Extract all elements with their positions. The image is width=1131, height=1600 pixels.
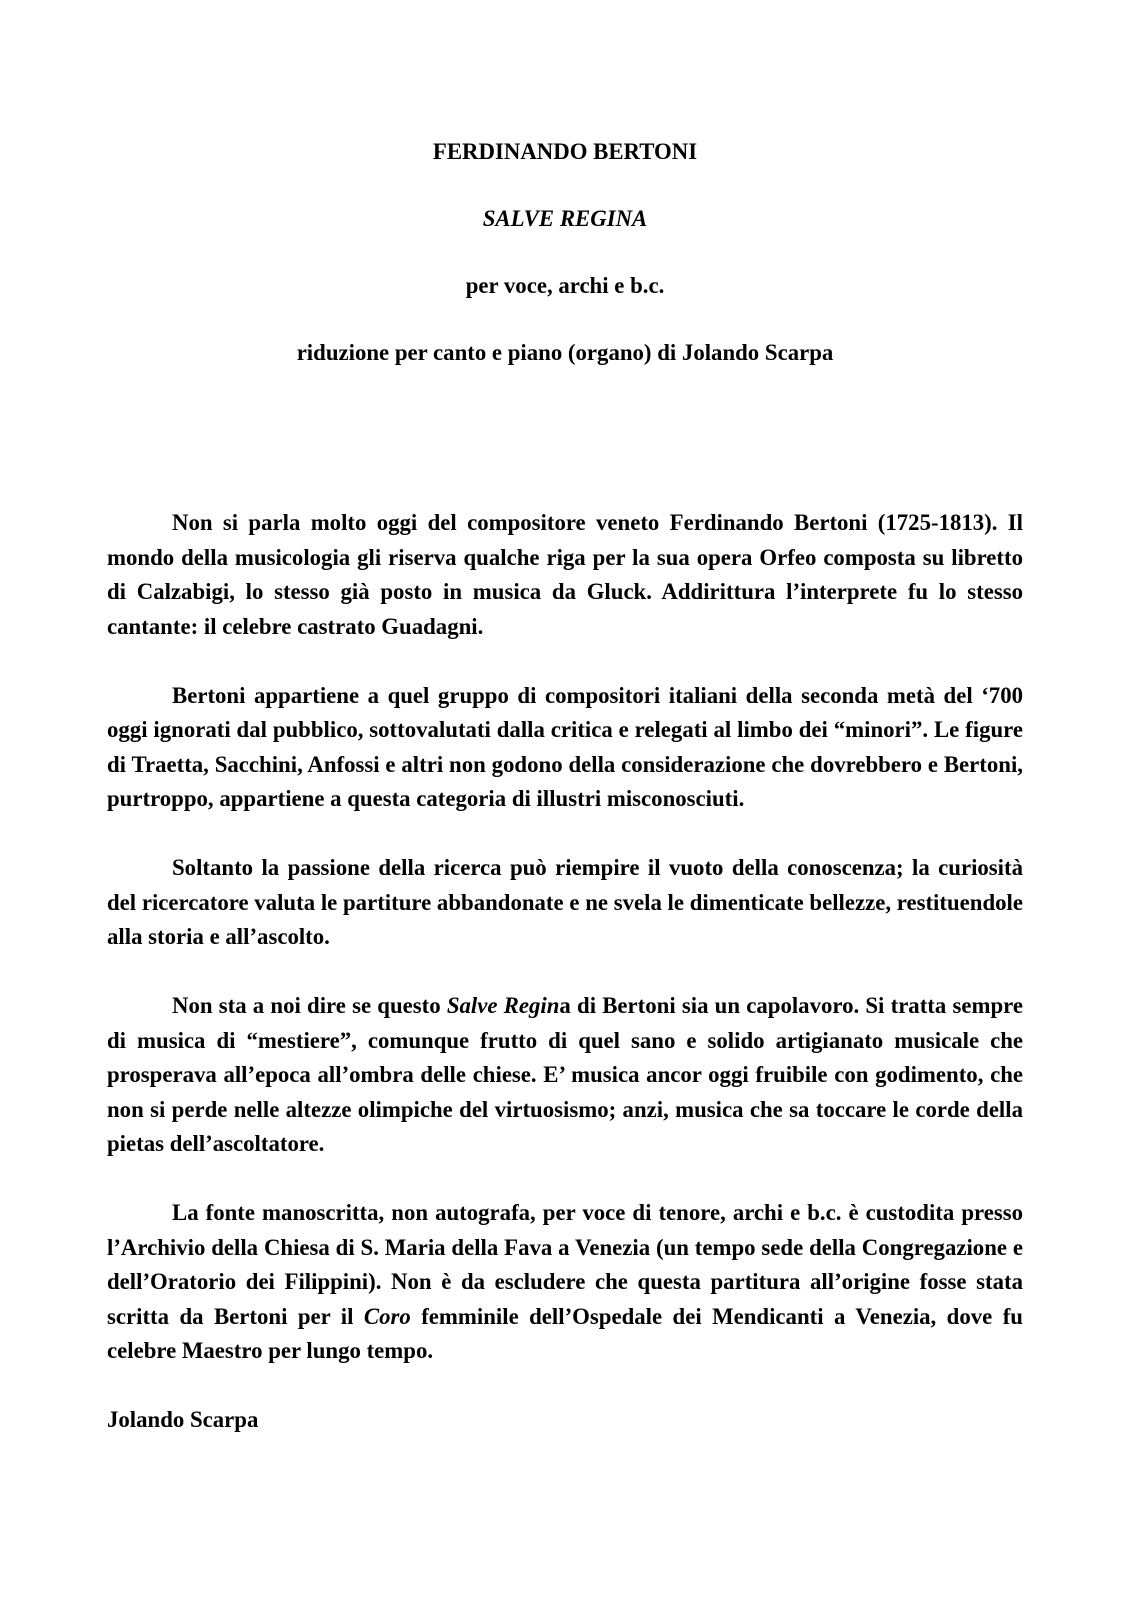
text-segment: Salve Regin bbox=[446, 993, 560, 1018]
paragraph-3 bbox=[107, 851, 1023, 955]
text-segment: a di Bertoni sia un capolavoro. Si tratta sempre di musica di “mestiere”, comunque frutto di quel sano e solido artigianato musicale che prosperava all’epoca all’ombra delle chiese. E’ musica ancor oggi fruibile con godimento, che non si perde nelle altezze olimpiche del virtuosismo; anzi, musica che sa toccare le corde della pietas dell’ascoltatore. bbox=[107, 993, 1023, 1156]
text-segment: Bertoni appartiene a quel gruppo di compositori italiani della seconda metà del ‘700 oggi ignorati dal pubblico, sottovalutati dalla critica e relegati al limbo dei “minori”. Le figure di Traetta, Sacchini, Anfossi e altri non godono della considerazione che dovrebbero e Bertoni, purtroppo, appartiene a questa categoria di illustri misconosciuti. bbox=[107, 682, 1023, 811]
paragraph-1 bbox=[107, 506, 1023, 644]
work-title: SALVE REGINA bbox=[482, 206, 648, 231]
paragraph-2 bbox=[107, 679, 1023, 817]
preface-text bbox=[107, 506, 1023, 1369]
text-segment: Coro bbox=[363, 1303, 411, 1329]
scoring-line: per voce, archi e b.c. bbox=[465, 273, 665, 298]
text-segment: femminile dell’Ospedale dei Mendicanti a Venezia, dove fu celebre Maestro per lungo tempo. bbox=[107, 1303, 1023, 1363]
text-segment: Non sta a noi dire se questo bbox=[172, 993, 447, 1018]
paragraph-5 bbox=[107, 1196, 1023, 1369]
composer-title: FERDINANDO BERTONI bbox=[432, 139, 698, 164]
text-segment: Non si parla molto oggi del compositore veneto Ferdinando Bertoni (1725-1813). Il mondo della musicologia gli riserva qualche riga per la sua opera Orfeo composta su libretto di Calzabigi, lo stesso già posto in musica da Gluck. Addirittura l’interprete fu lo stesso cantante: il celebre castrato Guadagni. bbox=[107, 510, 1023, 639]
arrangement-line: riduzione per canto e piano (organo) di Jolando Scarpa bbox=[296, 340, 834, 365]
signature: Jolando Scarpa bbox=[107, 1407, 259, 1432]
paragraph-4 bbox=[107, 989, 1023, 1162]
text-segment: Soltanto la passione della ricerca può riempire il vuoto della conoscenza; la curiosità del ricercatore valuta le partiture abbandonate e ne svela le dimenticate bellezze, restituendole alla storia e all’ascolto. bbox=[107, 855, 1023, 949]
text-segment: La fonte manoscritta, non autografa, per voce di tenore, archi e b.c. è custodita presso l’Archivio della Chiesa di S. Maria della Fava a Venezia (un tempo sede della Congregazione e dell’Oratorio dei Filippini). Non è da escludere che questa partitura all’origine fosse stata scritta da Bertoni per il bbox=[107, 1200, 1023, 1329]
title-block bbox=[107, 0, 1023, 366]
